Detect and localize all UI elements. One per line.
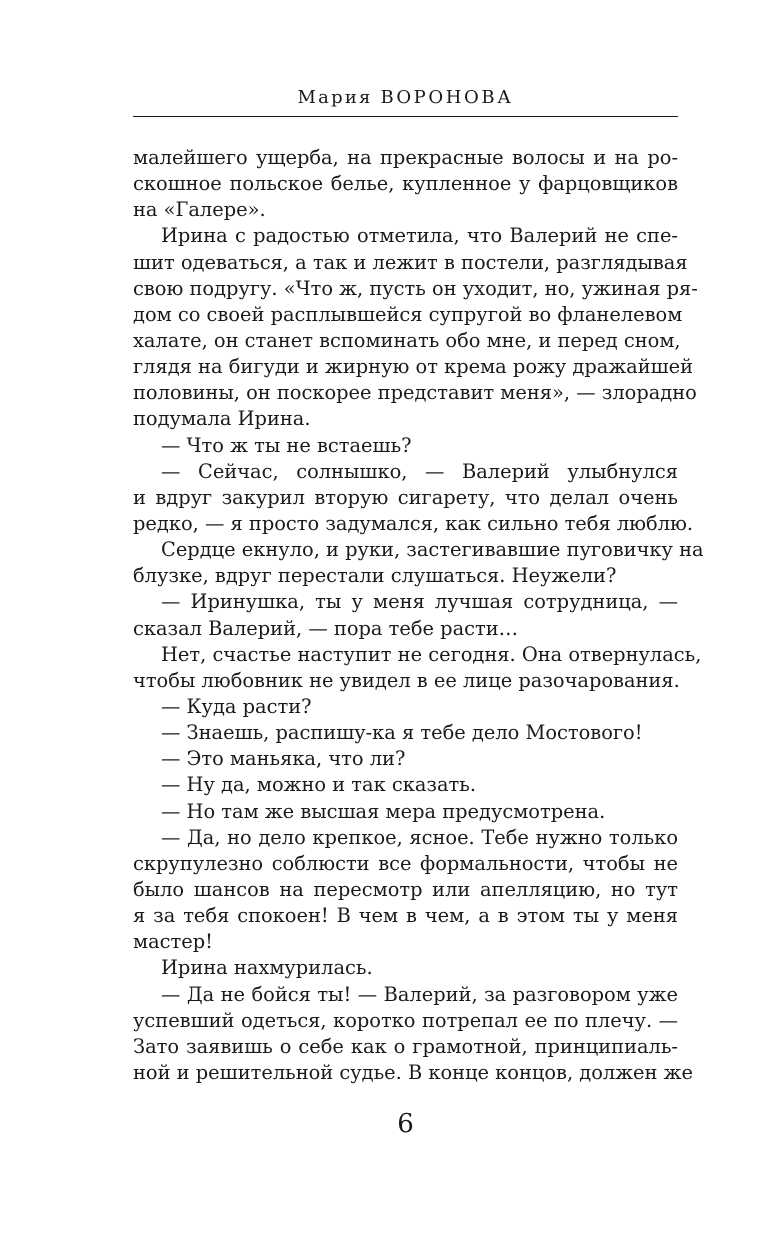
text-line: Зато заявишь о себе как о грамотной, принципиаль-	[133, 1034, 678, 1058]
text-line: ной и решительной судье. В конце концов, должен же	[133, 1060, 693, 1084]
text-line: блузке, вдруг перестали слушаться. Неужели?	[133, 564, 617, 588]
text-line: дом со своей расплывшейся супругой во фланелевом	[133, 302, 683, 326]
text-line: — Ну да, можно и так сказать.	[161, 773, 477, 797]
text-line: я за тебя спокоен! В чем в чем, а в этом ты у меня	[133, 904, 678, 928]
text-line: — Куда расти?	[161, 694, 312, 718]
text-line: Нет, счастье наступит не сегодня. Она отвернулась,	[161, 642, 702, 666]
text-line: — Но там же высшая мера предусмотрена.	[161, 799, 606, 823]
page-body-text	[133, 145, 704, 1086]
text-line: свою подругу. «Что ж, пусть он уходит, но, ужиная ря-	[133, 276, 698, 300]
text-line: успевший одеться, коротко потрепал ее по плечу. —	[133, 1008, 678, 1032]
text-line: сказал Валерий, — пора тебе расти…	[133, 616, 519, 640]
text-line: — Знаешь, распишу-ка я тебе дело Мостового!	[161, 721, 643, 745]
text-line: — Да, но дело крепкое, ясное. Тебе нужно только	[161, 825, 678, 849]
text-line: скрупулезно соблюсти все формальности, чтобы не	[133, 851, 678, 875]
text-line: было шансов на пересмотр или апелляцию, но тут	[133, 877, 678, 901]
text-line: и вдруг закурил вторую сигарету, что делал очень	[133, 485, 678, 509]
text-line: Сердце екнуло, и руки, застегивавшие пуговичку на	[161, 538, 704, 562]
text-line: — Сейчас, солнышко, — Валерий улыбнулся	[161, 459, 678, 483]
text-line: подумала Ирина.	[133, 407, 311, 431]
text-line: — Да не бойся ты! — Валерий, за разговором уже	[161, 982, 678, 1006]
running-head	[133, 86, 678, 110]
text-line: на «Галере».	[133, 198, 266, 222]
text-line: редко, — я просто задумался, как сильно тебя люблю.	[133, 511, 694, 535]
text-line: — Иринушка, ты у меня лучшая сотрудница, —	[161, 590, 678, 614]
page-number: 6	[397, 1109, 414, 1139]
text-line: малейшего ущерба, на прекрасные волосы и на ро-	[133, 146, 678, 169]
text-line: мастер!	[133, 930, 213, 954]
author-first-name: Мария	[297, 87, 373, 108]
text-line: шит одеваться, а так и лежит в постели, разглядывая	[133, 250, 688, 274]
text-line: скошное польское белье, купленное у фарцовщиков	[133, 172, 678, 196]
text-line: Ирина нахмурилась.	[161, 956, 373, 980]
text-line: — Что ж ты не встаешь?	[161, 433, 412, 457]
text-line: — Это маньяка, что ли?	[161, 747, 406, 771]
author-last-name: ВОРОНОВА	[380, 87, 514, 108]
text-line: Ирина с радостью отметила, что Валерий не спе-	[161, 224, 678, 248]
text-line: халате, он станет вспоминать обо мне, и перед сном,	[133, 328, 681, 352]
header-rule	[133, 116, 678, 117]
text-line: глядя на бигуди и жирную от крема рожу дражайшей	[133, 355, 694, 379]
text-line: чтобы любовник не увидел в ее лице разочарования.	[133, 668, 680, 692]
text-line: половины, он поскорее представит меня», — злорадно	[133, 381, 697, 405]
